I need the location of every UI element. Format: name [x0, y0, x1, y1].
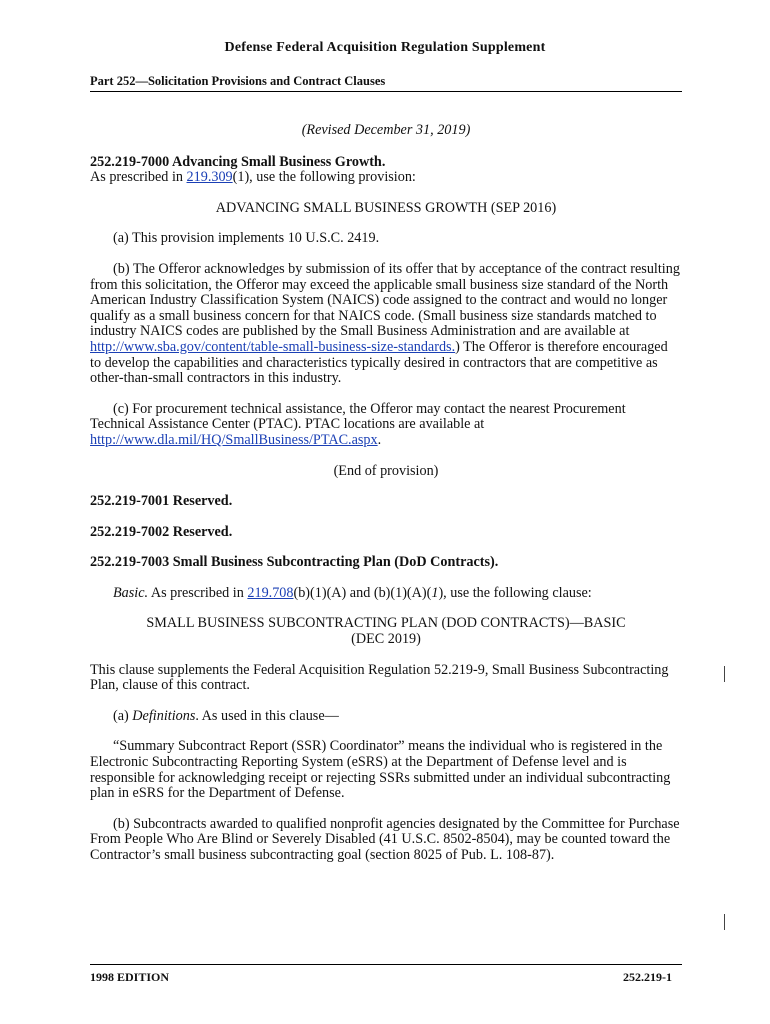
para-c-text-end: . [377, 431, 382, 448]
footer-rule [90, 964, 682, 965]
prescription-text-end: (1), use the following provision: [232, 169, 416, 186]
section-7002-heading: 252.219-7002 Reserved. [90, 523, 233, 540]
provision-para-c [90, 402, 682, 449]
basic-text-mid: (b)(1)(A) and (b)(1)(A)( [293, 584, 432, 601]
footer-edition: 1998 EDITION [90, 970, 170, 984]
basic-label: Basic. [113, 584, 149, 601]
revision-date: (Revised December 31, 2019) [301, 122, 471, 138]
clause-title-line-2: (DEC 2019) [351, 631, 421, 648]
link-dla-ptac[interactable]: http://www.dla.mil/HQ/SmallBusiness/PTAC.aspx [90, 431, 378, 448]
provision-para-b [90, 262, 682, 387]
clause-para-a [90, 709, 682, 725]
ssr-definition: “Summary Subcontract Report (SSR) Coordinator” means the individual who is registered in the Electronic Subcontracting Reporting System (eSRS) at the Department of Defense level and is responsible for acknowledging receipt or rejecting SSRs submitted under an individual subcontracting plan in eSRS for the Department of Defense. [90, 738, 671, 802]
para-b-text-end: ) The Offeror is therefore encouraged to develop the capabilities and characteristics typically desired in contractors that are competitive as other-than-small contractors in this industry. [90, 338, 668, 387]
document-body [90, 123, 682, 879]
provision-title: ADVANCING SMALL BUSINESS GROWTH (SEP 2016) [215, 199, 557, 216]
section-7001-heading: 252.219-7001 Reserved. [90, 493, 233, 510]
section-7000-prescription [90, 170, 682, 186]
header-part: Part 252—Solicitation Provisions and Contract Clauses [90, 74, 386, 88]
para-b-text: (b) The Offeror acknowledges by submission of its offer that by acceptance of the contract resulting from this solicitation, the Offeror may exceed the applicable small business size standard of the North American Industry Classification System (NAICS) code assigned to the contract and would no longer qualify as a small business concern for that NAICS code. (Small business size standards matched to industry NAICS codes are published by the Small Business Administration and are available at [90, 260, 680, 340]
header-rule [90, 91, 682, 92]
basic-text-end: ), use the following clause: [438, 584, 592, 601]
clause-supplement: This clause supplements the Federal Acquisition Regulation 52.219-9, Small Business Subcontracting Plan, clause of this contract. [90, 661, 669, 694]
change-bar [724, 914, 725, 930]
header-title: Defense Federal Acquisition Regulation Supplement [224, 40, 546, 55]
para-a-label: (a) [113, 707, 133, 724]
clause-para-b: (b) Subcontracts awarded to qualified nonprofit agencies designated by the Committee for Purchase From People Who Are Blind or Severely Disabled (41 U.S.C. 8502-8504), may be counted toward the Contractor’s small business subcontracting goal (section 8025 of Pub. L. 108-87). [90, 815, 680, 863]
basic-prescription [90, 586, 682, 602]
end-of-provision: (End of provision) [333, 462, 439, 479]
link-219-309[interactable]: 219.309 [186, 169, 233, 186]
basic-italic-number: 1 [431, 584, 439, 601]
para-a-text: . As used in this clause— [195, 707, 339, 724]
link-sba-size-standards[interactable]: http://www.sba.gov/content/table-small-business-size-standards. [90, 338, 456, 355]
footer-page-number: 252.219-1 [623, 970, 672, 984]
change-bar [724, 666, 725, 682]
definitions-label: Definitions [132, 707, 196, 724]
clause-title-line-1: SMALL BUSINESS SUBCONTRACTING PLAN (DOD CONTRACTS)—BASIC [146, 615, 626, 632]
provision-para-a: (a) This provision implements 10 U.S.C. 2419. [113, 230, 380, 247]
para-c-text: (c) For procurement technical assistance, the Offeror may contact the nearest Procurement Technical Assistance Center (PTAC). PTAC locations are available at [90, 400, 626, 433]
section-7003-heading: 252.219-7003 Small Business Subcontracting Plan (DoD Contracts). [90, 554, 499, 571]
prescription-text: As prescribed in [90, 169, 187, 186]
link-219-708[interactable]: 219.708 [247, 584, 294, 601]
section-7000-heading: 252.219-7000 Advancing Small Business Growth. [90, 153, 386, 170]
basic-text: As prescribed in [148, 584, 248, 601]
